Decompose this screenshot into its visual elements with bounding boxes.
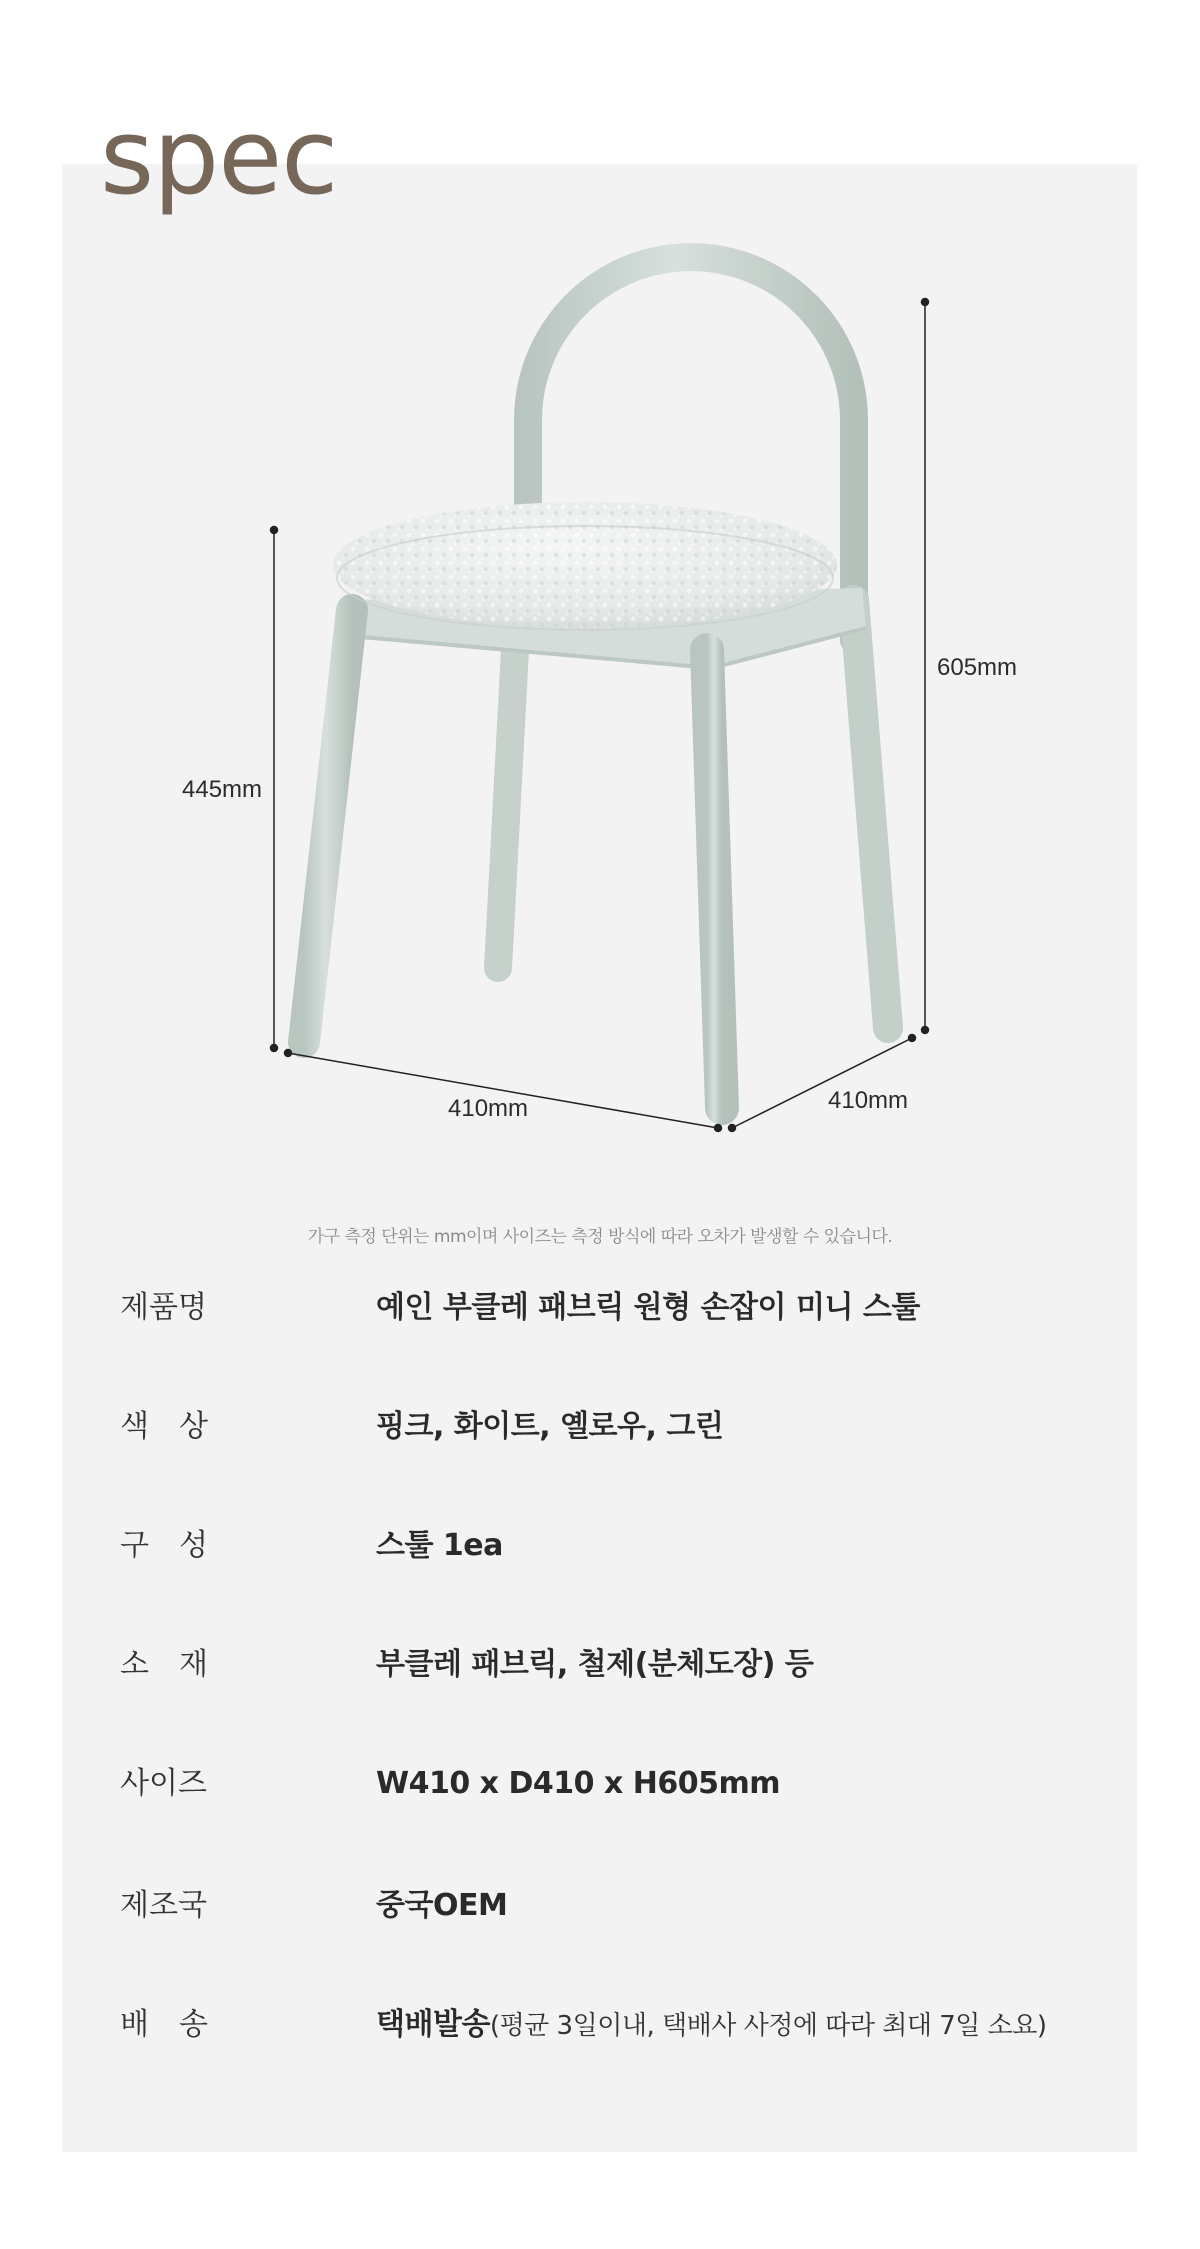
spec-label: 색 상: [120, 1409, 208, 1444]
spec-row-country: [0, 1876, 1200, 1936]
spec-value: 핑크, 화이트, 옐로우, 그린: [376, 1409, 724, 1444]
spec-value: 부클레 패브릭, 철제(분체도장) 등: [376, 1647, 814, 1682]
spec-row-color: [0, 1397, 1200, 1457]
spec-row-product-name: [0, 1278, 1200, 1338]
rear-left-leg: [498, 650, 515, 968]
spec-row-shipping: [0, 1995, 1200, 2055]
measurement-note: 가구 측정 단위는 mm이며 사이즈는 측정 방식에 따라 오차가 발생할 수 있습니다.: [307, 1227, 893, 1247]
height-total-label: 605mm: [937, 654, 1018, 681]
spec-label: 배 송: [120, 2007, 208, 2042]
spec-label: 사이즈: [120, 1766, 207, 1801]
spec-row-composition: [0, 1516, 1200, 1576]
shipping-method: 택배발송: [376, 2007, 490, 2042]
page-title: spec: [100, 96, 338, 218]
spec-row-size: [0, 1754, 1200, 1814]
spec-label: 구 성: [120, 1528, 208, 1563]
spec-label: 제조국: [120, 1888, 207, 1923]
spec-value: 스툴 1ea: [376, 1528, 503, 1563]
spec-row-material: [0, 1635, 1200, 1695]
depth-label: 410mm: [828, 1087, 909, 1114]
spec-value: [376, 1995, 1047, 2056]
front-left-leg: [304, 610, 352, 1042]
seat-height-label: 445mm: [182, 776, 263, 803]
front-right-leg: [707, 650, 722, 1108]
spec-value: W410 x D410 x H605mm: [376, 1766, 780, 1801]
spec-value: 중국OEM: [376, 1888, 508, 1923]
spec-value: 예인 부클레 패브릭 원형 손잡이 미니 스툴: [376, 1290, 920, 1325]
width-label: 410mm: [448, 1095, 529, 1122]
spec-label: 소 재: [120, 1647, 208, 1682]
spec-label: 제품명: [120, 1290, 207, 1325]
shipping-detail: (평균 3일이내, 택배사 사정에 따라 최대 7일 소요): [489, 2011, 1047, 2041]
rear-right-leg: [854, 600, 888, 1028]
